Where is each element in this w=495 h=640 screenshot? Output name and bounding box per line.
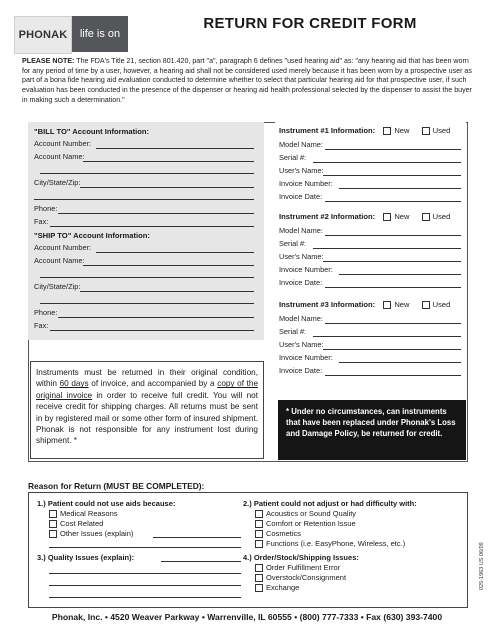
instrument-1-heading: Instrument #1 Information: New Used xyxy=(279,126,451,135)
reason-overstock[interactable]: Overstock/Consignment xyxy=(255,573,346,583)
reason-other-explain-field-2[interactable] xyxy=(49,547,241,548)
ship-phone-field[interactable] xyxy=(58,317,254,318)
bill-phone-field[interactable] xyxy=(58,213,254,214)
instrument-1-user-field[interactable] xyxy=(323,175,461,176)
loss-damage-warning: * Under no circumstances, can instruments that have been replaced under Phonak's Loss and Damage Policy, be returned for credit. xyxy=(278,400,466,460)
checkbox-icon[interactable] xyxy=(49,530,57,538)
ship-account-number-label: Account Number: xyxy=(34,243,92,252)
bill-fax-label: Fax: xyxy=(34,217,49,226)
instrument-3-invoice-number-field[interactable] xyxy=(339,362,461,363)
instrument-2-model-field[interactable] xyxy=(325,235,461,236)
checkbox-icon[interactable] xyxy=(49,520,57,528)
instrument-2-new-option[interactable]: New xyxy=(383,212,409,221)
checkbox-icon[interactable] xyxy=(383,301,391,309)
instrument-2-user-field[interactable] xyxy=(323,261,461,262)
instrument-1-invoice-number-field[interactable] xyxy=(339,188,461,189)
bill-city-label: City/State/Zip: xyxy=(34,178,81,187)
instrument-2-invoice-date-label: Invoice Date: xyxy=(279,278,323,287)
ship-to-heading: "SHIP TO" Account Information: xyxy=(34,231,150,240)
bill-account-name-label: Account Name: xyxy=(34,152,85,161)
bill-fax-field[interactable] xyxy=(50,226,254,227)
instrument-2-serial-field[interactable] xyxy=(313,248,461,249)
instrument-1-invoice-date-label: Invoice Date: xyxy=(279,192,323,201)
checkbox-icon[interactable] xyxy=(255,584,263,592)
account-info-section xyxy=(28,122,264,340)
instrument-1-serial-field[interactable] xyxy=(313,162,461,163)
quality-explain-field-2[interactable] xyxy=(49,573,241,574)
instrument-3-model-label: Model Name: xyxy=(279,314,323,323)
instrument-1-model-label: Model Name: xyxy=(279,140,323,149)
reason-q2: 2.) Patient could not adjust or had difficulty with: xyxy=(243,499,417,508)
bill-phone-label: Phone: xyxy=(34,204,58,213)
reason-medical[interactable]: Medical Reasons xyxy=(49,509,118,519)
instrument-3-invoice-date-label: Invoice Date: xyxy=(279,366,323,375)
ship-city-field[interactable] xyxy=(80,291,254,292)
instrument-3-user-label: User's Name: xyxy=(279,340,324,349)
return-policy-text: Instruments must be returned in their original condition, within 60 days of invoice, and accompanied by a copy of the original invoice in order to receive full credit. You will not receive credit for shipping charges. All returns must be sent in by registered mail or some other form of insured shipment. Phonak is not responsible for any instrument lost during shipment. * xyxy=(30,361,264,459)
checkbox-icon[interactable] xyxy=(422,213,430,221)
instrument-1-used-option[interactable]: Used xyxy=(422,126,451,135)
instrument-2-model-label: Model Name: xyxy=(279,226,323,235)
instrument-3-serial-label: Serial #: xyxy=(279,327,307,336)
instrument-1-new-option[interactable]: New xyxy=(383,126,409,135)
instrument-3-used-option[interactable]: Used xyxy=(422,300,451,309)
ship-address-field[interactable] xyxy=(40,277,254,278)
bill-extra-field[interactable] xyxy=(34,199,254,200)
reason-q3: 3.) Quality Issues (explain): xyxy=(37,553,135,562)
bill-account-number-field[interactable] xyxy=(96,148,254,149)
reason-comfort[interactable]: Comfort or Retention Issue xyxy=(255,519,356,529)
quality-explain-field-4[interactable] xyxy=(49,597,241,598)
note-text: The FDA's Title 21, section 801.420, part "a", paragraph 6 defines "used hearing aid" as: "any hearing aid that has been worn for any period of time by a user, however, a hearing aid shall not be considered used merely because it has been worn by a prospective user as part of a bona fide hearing aid evaluation conducted to determine whether to select that particular hearing aid for that prospective user, if such evaluation has been conducted in the presence of the dispenser or hearing aid health professional selected by the dispenser to assist the buyer in making such a determination." xyxy=(22,57,472,104)
form-code: 025-1963 US 06/09 xyxy=(479,542,485,590)
phonak-logo: PHONAK xyxy=(14,16,72,54)
checkbox-icon[interactable] xyxy=(255,530,263,538)
reason-other-explain-field[interactable] xyxy=(153,537,241,538)
instrument-3-invoice-date-field[interactable] xyxy=(325,375,461,376)
instrument-3-user-field[interactable] xyxy=(323,349,461,350)
instrument-1-model-field[interactable] xyxy=(325,149,461,150)
ship-fax-field[interactable] xyxy=(50,330,254,331)
instrument-1-invoice-number-label: Invoice Number: xyxy=(279,179,333,188)
checkbox-icon[interactable] xyxy=(383,213,391,221)
note-label: PLEASE NOTE: xyxy=(22,57,75,65)
ship-account-name-field[interactable] xyxy=(83,265,254,266)
instrument-2-invoice-number-label: Invoice Number: xyxy=(279,265,333,274)
invoice-emphasis: copy of the original invoice xyxy=(36,379,258,400)
life-is-on-logo: life is on xyxy=(72,16,128,52)
checkbox-icon[interactable] xyxy=(255,540,263,548)
days-emphasis: 60 days xyxy=(59,379,89,389)
ship-account-number-field[interactable] xyxy=(96,252,254,253)
instrument-3-serial-field[interactable] xyxy=(313,336,461,337)
instrument-2-heading: Instrument #2 Information: New Used xyxy=(279,212,451,221)
quality-explain-field[interactable] xyxy=(161,561,241,562)
ship-account-name-label: Account Name: xyxy=(34,256,85,265)
bill-account-number-label: Account Number: xyxy=(34,139,92,148)
checkbox-icon[interactable] xyxy=(255,564,263,572)
bill-to-heading: "BILL TO" Account Information: xyxy=(34,127,150,136)
ship-extra-field[interactable] xyxy=(40,303,254,304)
instrument-2-serial-label: Serial #: xyxy=(279,239,307,248)
ship-city-label: City/State/Zip: xyxy=(34,282,81,291)
bill-address-field[interactable] xyxy=(40,173,254,174)
bill-city-field[interactable] xyxy=(80,187,254,188)
instrument-2-invoice-number-field[interactable] xyxy=(339,274,461,275)
fda-note xyxy=(22,57,474,106)
reason-exchange[interactable]: Exchange xyxy=(255,583,299,593)
instrument-3-new-option[interactable]: New xyxy=(383,300,409,309)
checkbox-icon[interactable] xyxy=(49,510,57,518)
instrument-info-section xyxy=(275,122,466,400)
instrument-2-used-option[interactable]: Used xyxy=(422,212,451,221)
reason-title: Reason for Return (MUST BE COMPLETED): xyxy=(28,481,205,491)
instrument-1-user-label: User's Name: xyxy=(279,166,324,175)
ship-phone-label: Phone: xyxy=(34,308,58,317)
instrument-2-invoice-date-field[interactable] xyxy=(325,287,461,288)
checkbox-icon[interactable] xyxy=(383,127,391,135)
instrument-3-model-field[interactable] xyxy=(325,323,461,324)
checkbox-icon[interactable] xyxy=(422,301,430,309)
reason-cosmetics[interactable]: Cosmetics xyxy=(255,529,301,539)
page-title: RETURN FOR CREDIT FORM xyxy=(203,15,417,32)
reason-functions[interactable]: Functions (i.e. EasyPhone, Wireless, etc.) xyxy=(255,539,405,549)
instrument-1-serial-label: Serial #: xyxy=(279,153,307,162)
instrument-3-heading: Instrument #3 Information: New Used xyxy=(279,300,451,309)
reason-q4: 4.) Order/Stock/Shipping Issues: xyxy=(243,553,359,562)
ship-fax-label: Fax: xyxy=(34,321,49,330)
quality-explain-field-3[interactable] xyxy=(49,585,241,586)
reason-order-error[interactable]: Order Fulfillment Error xyxy=(255,563,340,573)
checkbox-icon[interactable] xyxy=(422,127,430,135)
instrument-2-user-label: User's Name: xyxy=(279,252,324,261)
reason-other[interactable]: Other Issues (explain) xyxy=(49,529,133,539)
reason-acoustics[interactable]: Acoustics or Sound Quality xyxy=(255,509,356,519)
reason-cost[interactable]: Cost Related xyxy=(49,519,103,529)
instrument-3-invoice-number-label: Invoice Number: xyxy=(279,353,333,362)
checkbox-icon[interactable] xyxy=(255,520,263,528)
checkbox-icon[interactable] xyxy=(255,510,263,518)
reason-box xyxy=(28,492,468,608)
checkbox-icon[interactable] xyxy=(255,574,263,582)
reason-q1: 1.) Patient could not use aids because: xyxy=(37,499,176,508)
bill-account-name-field[interactable] xyxy=(83,161,254,162)
company-footer: Phonak, Inc. • 4520 Weaver Parkway • Warrenville, IL 60555 • (800) 777-7333 • Fax (630) 393-7400 xyxy=(51,612,443,622)
instrument-1-invoice-date-field[interactable] xyxy=(325,201,461,202)
